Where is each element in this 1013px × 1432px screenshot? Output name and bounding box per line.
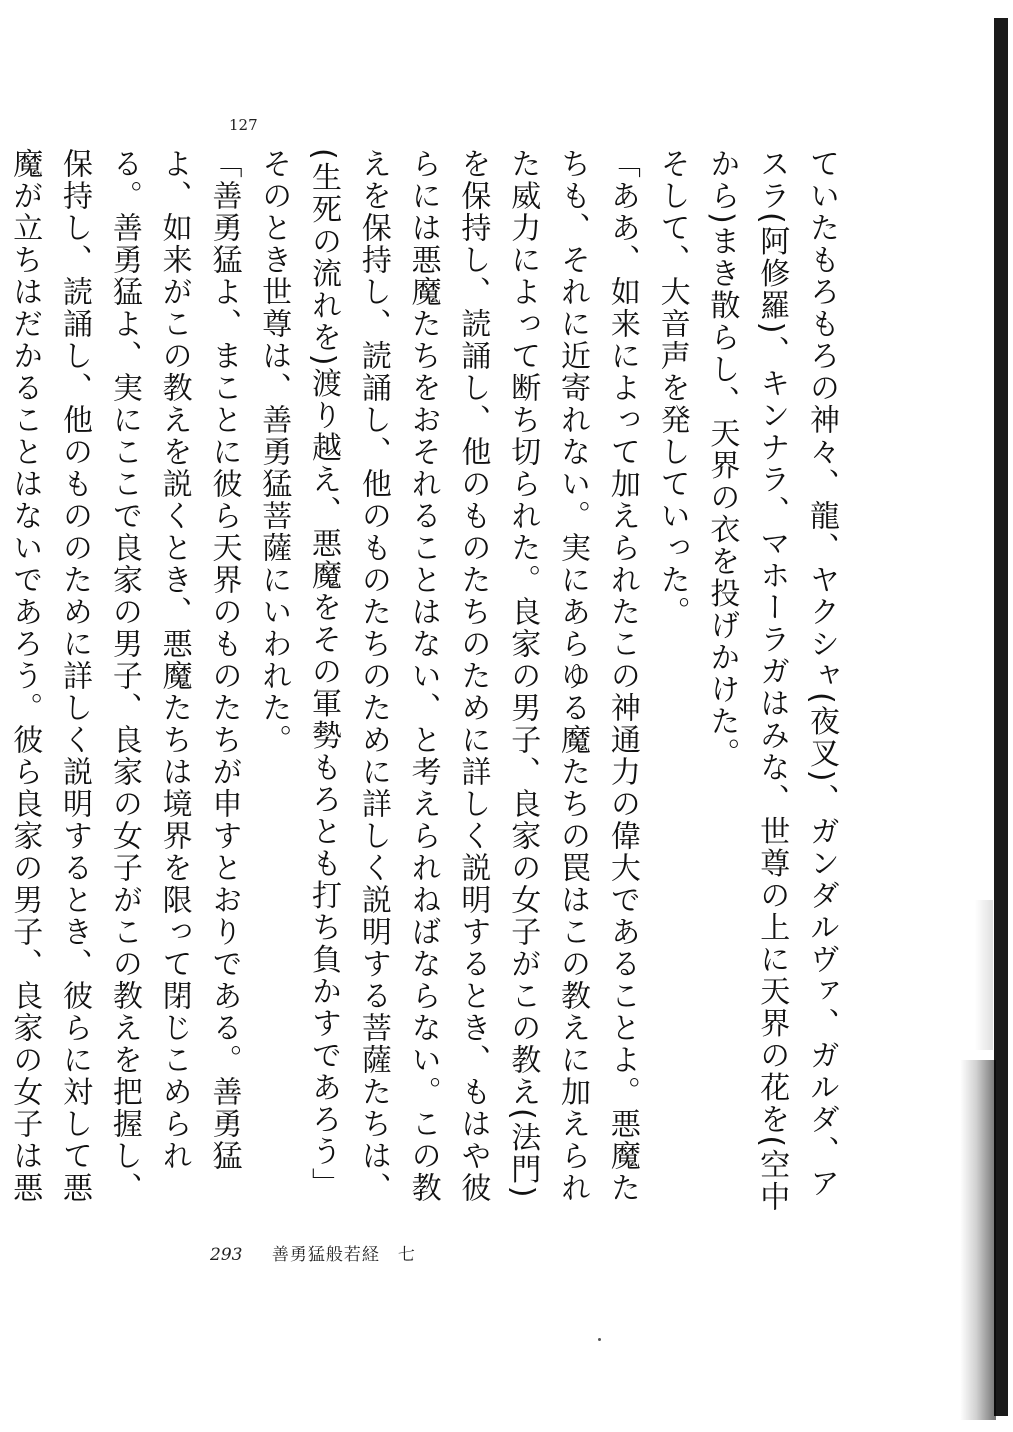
paragraph: 「ああ、如来によって加えられたこの神通力の偉大であることよ。悪魔たちも、それに近寄れない。実にあらゆる魔たちの罠はこの教えに加えられた威力によって断ち切られた。良家の男子、良家の女子がこの教え(法門)を保持し、読誦し、他のものたちのために詳しく説明するとき、もはや彼らには悪魔たちをおそれることはない、と考えられねばならない。この教えを保持し、読誦し、他のものたちのために詳しく説明する菩薩たちは、(生死の流れを)渡り越え、悪魔をその軍勢もろとも打ち負かすであろう」	[306, 148, 640, 1204]
scan-speck	[598, 1338, 601, 1341]
paragraph: 「善勇猛よ、まことに彼ら天界のものたちが申すとおりである。善勇猛よ、如来がこの教えを説くとき、悪魔たちは境界を限って閉じこめられる。善勇猛よ、実にここで良家の男子、良家の女子がこの教えを把握し、保持し、読誦し、他のもののために詳しく説明するとき、彼らに対して悪魔が立ちはだかることはないであろう。彼ら良家の男子、良家の女子は悪	[7, 148, 242, 1204]
paragraph: そのとき世尊は、善勇猛菩薩にいわれた。	[256, 148, 292, 756]
page-footer	[210, 1240, 416, 1265]
body-text	[7, 148, 846, 1228]
page-number-top: 127	[229, 116, 258, 134]
scan-edge-gradient	[960, 1060, 996, 1420]
scan-edge-noise	[975, 900, 993, 1050]
footer-running-title: 善勇猛般若経 七	[271, 1245, 416, 1265]
scan-edge-shadow	[994, 18, 1008, 1416]
paragraph: そして、大音声を発していった。	[654, 148, 690, 628]
footer-page-number: 293	[210, 1245, 243, 1265]
paragraph: ていたもろもろの神々、龍、ヤクシャ(夜叉)、ガンダルヴァ、ガルダ、アスラ(阿修羅)、キンナラ、マホーラガはみな、世尊の上に天界の花を(空中から)まき散らし、天界の衣を投げかけた。	[704, 148, 839, 1214]
